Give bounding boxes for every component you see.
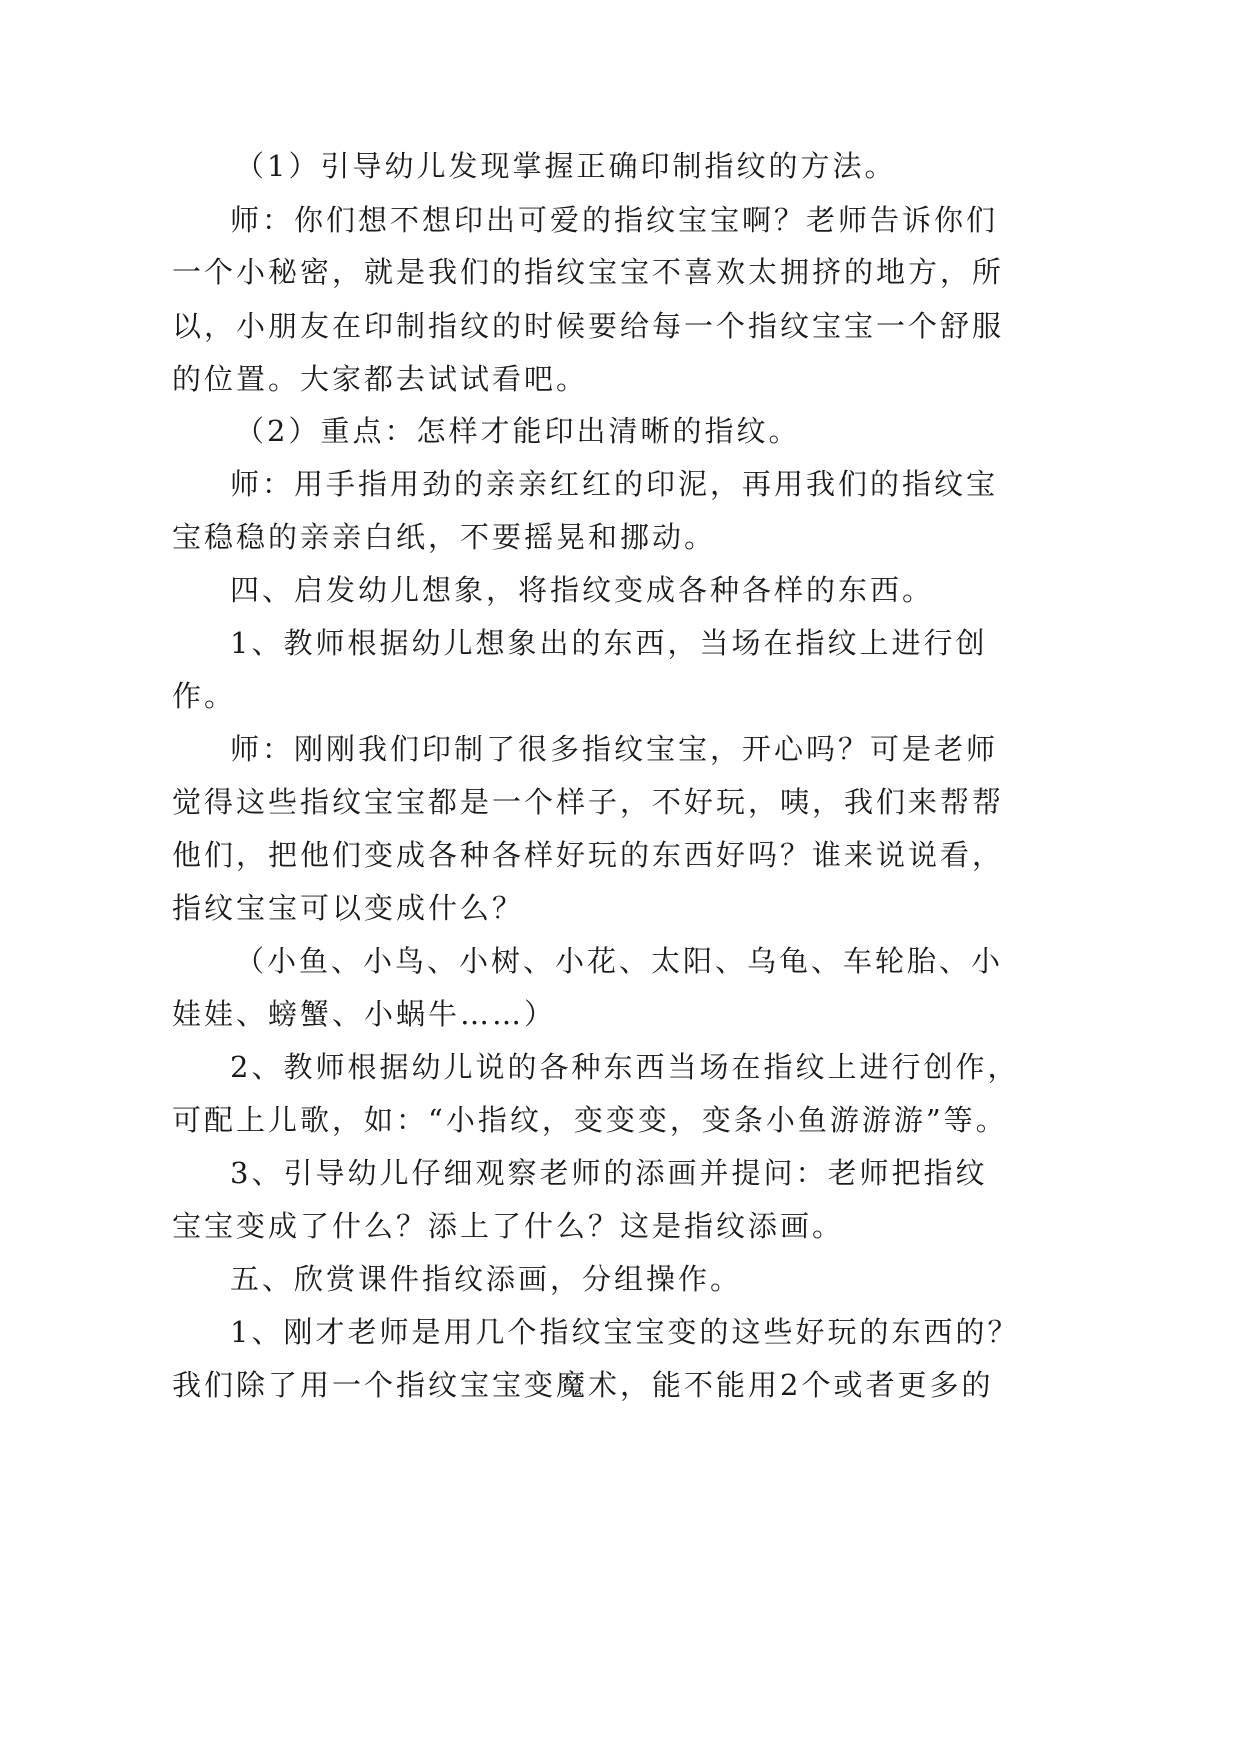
- text-line: 的位置。大家都去试试看吧。: [172, 362, 589, 396]
- text-line: 宝宝变成了什么？添上了什么？这是指纹添画。: [172, 1209, 845, 1243]
- text-line: （2）重点：怎样才能印出清晰的指纹。: [235, 414, 801, 448]
- text-line: 我们除了用一个指纹宝宝变魔术，能不能用2个或者更多的: [172, 1368, 994, 1402]
- text-line: 娃娃、螃蟹、小蜗牛……）: [172, 997, 557, 1031]
- text-line: 他们，把他们变成各种各样好玩的东西好吗？谁来说说看，: [172, 838, 1005, 872]
- text-line: 作。: [172, 679, 237, 713]
- text-line: （1）引导幼儿发现掌握正确印制指纹的方法。: [235, 149, 897, 183]
- text-line: 四、启发幼儿想象，将指纹变成各种各样的东西。: [230, 573, 935, 607]
- text-line: （小鱼、小鸟、小树、小花、太阳、乌龟、车轮胎、小: [235, 944, 1004, 978]
- text-line: 一个小秘密，就是我们的指纹宝宝不喜欢太拥挤的地方，所: [172, 255, 1005, 289]
- text-line: 2、教师根据幼儿说的各种东西当场在指纹上进行创作，: [230, 1050, 1020, 1084]
- text-line: 觉得这些指纹宝宝都是一个样子，不好玩，咦，我们来帮帮: [172, 785, 1005, 819]
- text-line: 宝稳稳的亲亲白纸，不要摇晃和挪动。: [172, 520, 717, 554]
- text-line: 1、教师根据幼儿想象出的东西，当场在指纹上进行创: [230, 626, 988, 660]
- text-line: 可配上儿歌，如：“小指纹，变变变，变条小鱼游游游”等。: [172, 1103, 1008, 1137]
- text-line: 师：刚刚我们印制了很多指纹宝宝，开心吗？可是老师: [230, 732, 999, 766]
- text-line: 师：用手指用劲的亲亲红红的印泥，再用我们的指纹宝: [230, 467, 999, 501]
- text-line: 五、欣赏课件指纹添画，分组操作。: [230, 1262, 743, 1296]
- text-line: 以，小朋友在印制指纹的时候要给每一个指纹宝宝一个舒服: [172, 309, 1005, 343]
- text-line: 师：你们想不想印出可爱的指纹宝宝啊？老师告诉你们: [230, 203, 999, 237]
- text-line: 指纹宝宝可以变成什么？: [172, 891, 525, 925]
- text-line: 1、刚才老师是用几个指纹宝宝变的这些好玩的东西的？: [230, 1315, 1020, 1349]
- text-line: 3、引导幼儿仔细观察老师的添画并提问：老师把指纹: [230, 1156, 988, 1190]
